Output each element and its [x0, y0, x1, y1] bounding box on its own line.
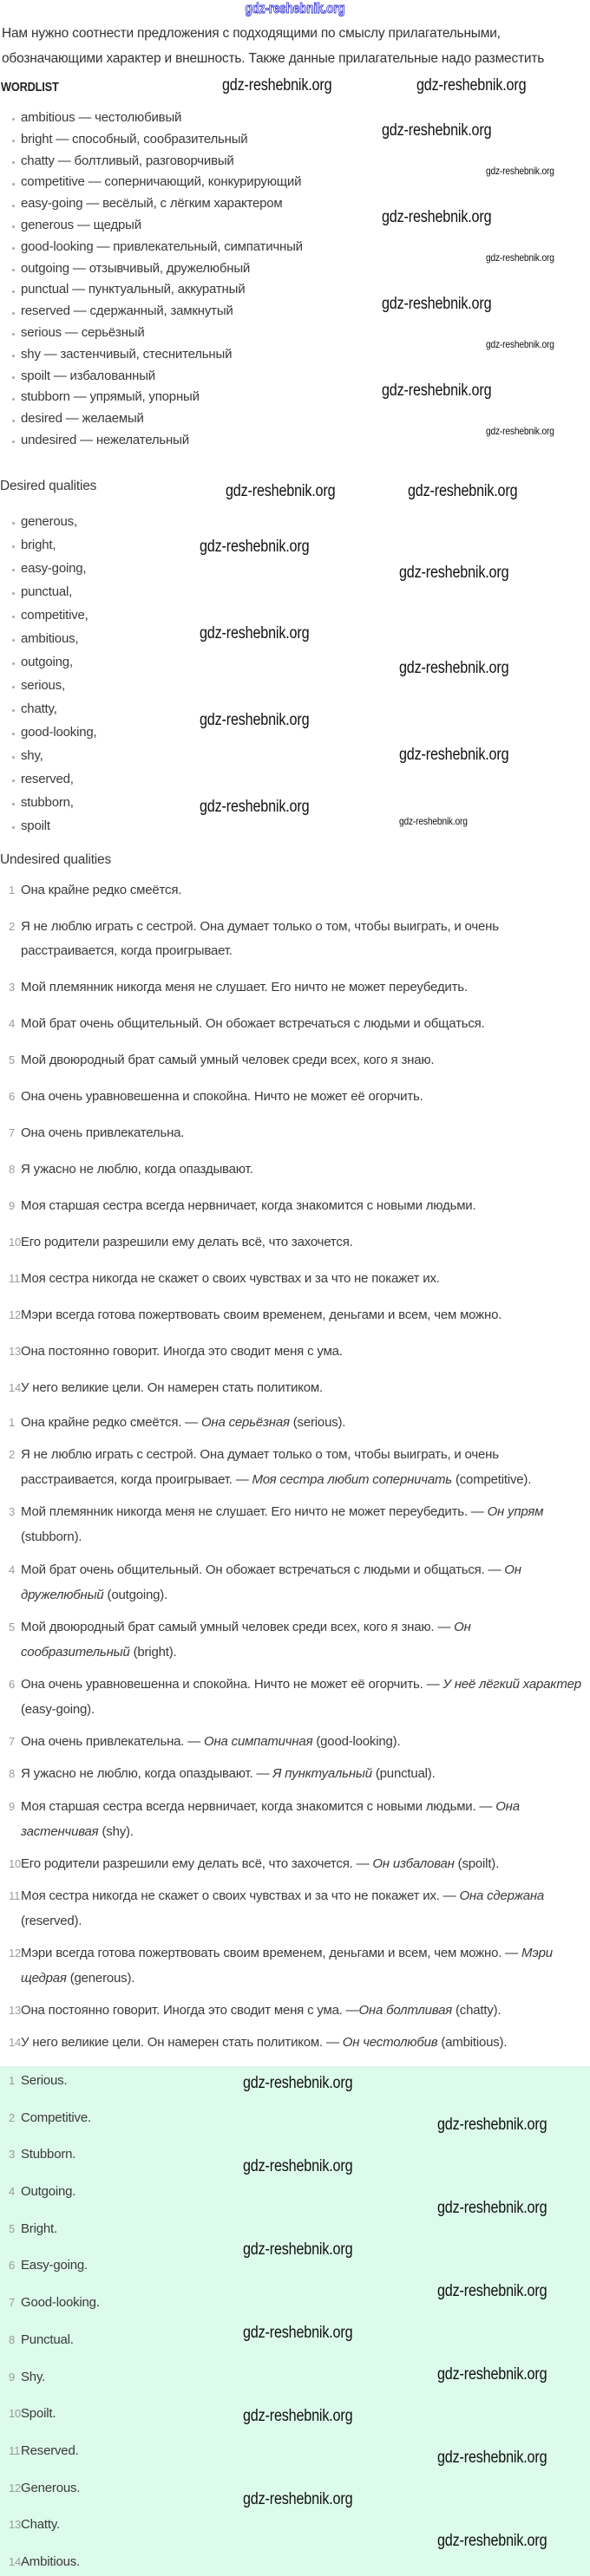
- answer-translation: Моя сестра любит соперничать: [252, 1472, 452, 1488]
- wordlist-item: generous — щедрый: [0, 215, 590, 237]
- short-answer-text: Easy-going.: [21, 2258, 88, 2273]
- answer-adjective: (generous).: [66, 1971, 135, 1986]
- sentence-item: [0, 1230, 590, 1255]
- answer-adjective: (competitive).: [451, 1472, 532, 1488]
- answer-translation: Мэри щедрая: [21, 1946, 553, 1986]
- desired-quality-item: punctual,: [0, 580, 590, 603]
- wordlist-title: WORDLIST: [1, 80, 59, 95]
- item-number: 6: [9, 1677, 16, 1691]
- answer-sentence: Мой двоюродный брат самый умный человек среди всех, кого я знаю. —: [21, 1619, 455, 1634]
- answer-translation: Она серьёзная: [200, 1415, 290, 1430]
- desired-quality-item: competitive,: [0, 603, 590, 627]
- site-watermark-logo: gdz-reshebnik.org: [245, 0, 345, 16]
- wordlist-item: stubborn — упрямый, упорный: [0, 387, 590, 408]
- item-number: 9: [9, 1199, 16, 1212]
- sentence-text: Мой племянник никогда меня не слушает. Его ничто не может переубедить.: [21, 980, 468, 995]
- answer-item: [0, 1557, 590, 1608]
- sentence-text: У него великие цели. Он намерен стать политиком.: [21, 1380, 324, 1395]
- desired-quality-item: chatty,: [0, 697, 590, 721]
- short-answer-text: Bright.: [21, 2221, 57, 2236]
- short-answer-text: Ambitious.: [21, 2553, 81, 2569]
- answers-list: [0, 1410, 590, 2063]
- answer-adjective: (bright).: [129, 1644, 177, 1660]
- answer-translation: Он избалован: [372, 1855, 455, 1871]
- answer-translation: Она застенчивая: [21, 1798, 520, 1839]
- watermark-text: gdz-reshebnik.org: [243, 2074, 353, 2092]
- wordlist: [0, 108, 590, 452]
- watermark-text: gdz-reshebnik.org: [486, 251, 554, 264]
- answer-sentence: Она очень привлекательна. —: [21, 1734, 205, 1750]
- short-answer-item: [0, 2216, 590, 2241]
- item-number: 1: [9, 884, 16, 897]
- desired-qualities-title: Desired qualities: [0, 479, 97, 493]
- answer-item: [0, 1672, 590, 1722]
- item-number: 7: [9, 1126, 16, 1139]
- item-number: 7: [9, 1735, 16, 1749]
- item-number: 14: [9, 2036, 22, 2050]
- item-number: 6: [9, 2259, 16, 2273]
- wordlist-item: easy-going — весёлый, с лёгким характером: [0, 193, 590, 215]
- answer-translation: Он сообразительный: [21, 1619, 471, 1660]
- wordlist-item: shy — застенчивый, стеснительный: [0, 344, 590, 366]
- answer-adjective: (good-looking).: [312, 1734, 401, 1750]
- wordlist-item: spoilt — избалованный: [0, 366, 590, 388]
- item-number: 14: [9, 2554, 22, 2568]
- item-number: 12: [9, 2481, 22, 2494]
- sentence-item: [0, 878, 590, 903]
- intro-text: [2, 21, 590, 71]
- sentence-item: [0, 1158, 590, 1182]
- watermark-text: gdz-reshebnik.org: [200, 711, 310, 729]
- watermark-text: gdz-reshebnik.org: [399, 815, 468, 827]
- desired-quality-item: easy-going,: [0, 557, 590, 580]
- item-number: 8: [9, 1767, 16, 1781]
- watermark-text: gdz-reshebnik.org: [243, 2157, 353, 2175]
- item-number: 12: [9, 1308, 22, 1321]
- sentence-item: [0, 1048, 590, 1073]
- item-number: 10: [9, 1856, 22, 1870]
- short-answer-text: Serious.: [21, 2073, 68, 2088]
- answer-sentence: Моя сестра никогда не скажет о своих чувствах и за что не покажет их. —: [21, 1888, 460, 1903]
- answer-sentence: Мой племянник никогда меня не слушает. Его ничто не может переубедить. —: [21, 1504, 488, 1520]
- watermark-text: gdz-reshebnik.org: [200, 538, 310, 556]
- short-answer-text: Good-looking.: [21, 2295, 100, 2311]
- watermark-text: gdz-reshebnik.org: [486, 425, 554, 437]
- answer-adjective: (punctual).: [371, 1766, 436, 1782]
- answer-item: [0, 2030, 590, 2055]
- answer-item: [0, 1410, 590, 1435]
- wordlist-item: undesired — нежелательный: [0, 430, 590, 452]
- sentence-item: [0, 1085, 590, 1109]
- sentence-item: [0, 1121, 590, 1145]
- answer-sentence: Мэри всегда готова пожертвовать своим временем, деньгами и всем, чем можно. —: [21, 1946, 521, 1961]
- intro-line: Нам нужно соотнести предложения с подходящими по смыслу прилагательными,: [2, 26, 501, 41]
- answer-item: [0, 1883, 590, 1934]
- answer-sentence: Я ужасно не люблю, когда опаздывают. —: [21, 1766, 273, 1782]
- answer-item: [0, 1940, 590, 1991]
- short-answer-text: Reserved.: [21, 2442, 79, 2458]
- watermark-text: gdz-reshebnik.org: [200, 798, 310, 816]
- watermark-text: gdz-reshebnik.org: [382, 382, 492, 400]
- answer-translation: Она симпатичная: [204, 1734, 313, 1750]
- watermark-text: gdz-reshebnik.org: [437, 2449, 547, 2467]
- answer-translation: Он дружелюбный: [21, 1562, 521, 1602]
- item-number: 4: [9, 1017, 16, 1030]
- watermark-text: gdz-reshebnik.org: [437, 2532, 547, 2550]
- item-number: 13: [9, 1345, 22, 1358]
- answer-adjective: (reserved).: [21, 1913, 82, 1928]
- answer-sentence: Она очень уравновешенна и спокойна. Ничто не может её огорчить. —: [21, 1676, 443, 1692]
- desired-quality-item: shy,: [0, 744, 590, 767]
- watermark-text: gdz-reshebnik.org: [243, 2490, 353, 2508]
- item-number: 3: [9, 1505, 16, 1519]
- answer-adjective: (shy).: [98, 1823, 134, 1839]
- sentence-text: Я ужасно не люблю, когда опаздывают.: [21, 1162, 253, 1177]
- short-answer-text: Chatty.: [21, 2517, 61, 2533]
- sentence-item: [0, 915, 590, 963]
- answer-item: [0, 1499, 590, 1549]
- watermark-text: gdz-reshebnik.org: [382, 208, 492, 226]
- watermark-text: gdz-reshebnik.org: [243, 2324, 353, 2342]
- answer-adjective: (outgoing).: [103, 1587, 168, 1602]
- answer-item: [0, 1761, 590, 1786]
- wordlist-item: chatty — болтливый, разговорчивый: [0, 151, 590, 173]
- wordlist-item: good-looking — привлекательный, симпатичный: [0, 237, 590, 258]
- desired-quality-item: bright,: [0, 533, 590, 557]
- item-number: 9: [9, 2370, 16, 2384]
- sentence-item: [0, 1012, 590, 1036]
- item-number: 8: [9, 1163, 16, 1176]
- item-number: 3: [9, 981, 16, 994]
- item-number: 11: [9, 1888, 21, 1902]
- answer-translation: Он честолюбив: [342, 2035, 438, 2051]
- wordlist-item: bright — способный, сообразительный: [0, 129, 590, 151]
- answer-item: [0, 1729, 590, 1754]
- desired-quality-item: generous,: [0, 510, 590, 533]
- item-number: 4: [9, 1562, 16, 1576]
- watermark-text: gdz-reshebnik.org: [382, 295, 492, 313]
- sentence-text: Она очень привлекательна.: [21, 1125, 185, 1140]
- watermark-text: gdz-reshebnik.org: [486, 165, 554, 177]
- short-answer-item: [0, 2549, 590, 2574]
- short-answer-text: Spoilt.: [21, 2406, 56, 2422]
- desired-quality-item: ambitious,: [0, 627, 590, 650]
- sentence-text: Мой двоюродный брат самый умный человек среди всех, кого я знаю.: [21, 1053, 435, 1067]
- short-answer-text: Punctual.: [21, 2331, 74, 2347]
- watermark-text: gdz-reshebnik.org: [437, 2282, 547, 2300]
- intro-line: обозначающими характер и внешность. Также данные прилагательные надо разместить: [2, 51, 545, 66]
- short-answer-text: Shy.: [21, 2369, 46, 2384]
- sentence-text: Моя старшая сестра всегда нервничает, когда знакомится с новыми людьми.: [21, 1198, 476, 1213]
- answer-item: [0, 1851, 590, 1876]
- item-number: 5: [9, 1053, 16, 1066]
- watermark-text: gdz-reshebnik.org: [437, 2116, 547, 2134]
- watermark-text: gdz-reshebnik.org: [243, 2407, 353, 2425]
- sentences-list: [0, 878, 590, 1412]
- item-number: 5: [9, 2221, 16, 2235]
- sentence-text: Я не люблю играть с сестрой. Она думает только о том, чтобы выиграть, и очень расстраивается, когда проигрывает.: [21, 919, 499, 958]
- answer-sentence: Его родители разрешили ему делать всё, что захочется. —: [21, 1855, 373, 1871]
- answer-sentence: Я не люблю играть с сестрой. Она думает только о том, чтобы выиграть, и очень расстраивается, когда проигрывает. —: [21, 1447, 499, 1488]
- answer-translation: Он упрям: [487, 1504, 544, 1520]
- answer-sentence: Она крайне редко смеётся. —: [21, 1415, 201, 1430]
- short-answer-text: Competitive.: [21, 2110, 91, 2125]
- desired-quality-item: serious,: [0, 674, 590, 697]
- answer-translation: Она болтливая: [358, 2003, 453, 2018]
- item-number: 13: [9, 2518, 22, 2532]
- answer-item: [0, 1794, 590, 1844]
- sentence-item: [0, 1303, 590, 1327]
- wordlist-item: desired — желаемый: [0, 408, 590, 430]
- short-answer-text: Stubborn.: [21, 2147, 76, 2162]
- sentence-text: Она постоянно говорит. Иногда это сводит меня с ума.: [21, 1344, 343, 1359]
- desired-quality-item: reserved,: [0, 767, 590, 791]
- watermark-text: gdz-reshebnik.org: [437, 2365, 547, 2384]
- sentence-text: Она очень уравновешенна и спокойна. Ничто не может её огорчить.: [21, 1089, 423, 1104]
- item-number: 14: [9, 1381, 22, 1394]
- answer-item: [0, 1614, 590, 1665]
- item-number: 6: [9, 1090, 16, 1103]
- wordlist-item: punctual — пунктуальный, аккуратный: [0, 279, 590, 301]
- item-number: 5: [9, 1620, 16, 1634]
- answer-translation: Я пунктуальный: [272, 1766, 372, 1782]
- sentence-item: [0, 1194, 590, 1218]
- item-number: 7: [9, 2296, 16, 2310]
- sentence-item: [0, 975, 590, 1000]
- item-number: 10: [9, 1236, 22, 1249]
- sentence-text: Его родители разрешили ему делать всё, что захочется.: [21, 1235, 353, 1249]
- watermark-text: gdz-reshebnik.org: [486, 338, 554, 350]
- watermark-text: gdz-reshebnik.org: [437, 2199, 547, 2217]
- short-answer-text: Outgoing.: [21, 2184, 76, 2200]
- wordlist-item: serious — серьёзный: [0, 323, 590, 344]
- item-number: 3: [9, 2148, 16, 2162]
- wordlist-item: outgoing — отзывчивый, дружелюбный: [0, 258, 590, 280]
- answer-adjective: (chatty).: [452, 2003, 502, 2018]
- desired-quality-item: outgoing,: [0, 650, 590, 674]
- item-number: 1: [9, 2074, 16, 2087]
- sentence-item: [0, 1340, 590, 1364]
- answer-translation: У неё лёгкий характер: [442, 1676, 581, 1692]
- watermark-text: gdz-reshebnik.org: [408, 482, 518, 500]
- watermark-text: gdz-reshebnik.org: [226, 482, 336, 500]
- answer-sentence: Моя старшая сестра всегда нервничает, когда знакомится с новыми людьми. —: [21, 1798, 496, 1814]
- item-number: 11: [9, 2443, 21, 2457]
- answer-sentence: Она постоянно говорит. Иногда это сводит меня с ума. —: [21, 2003, 359, 2018]
- answer-adjective: (ambitious).: [437, 2035, 508, 2051]
- answer-sentence: Мой брат очень общительный. Он обожает встречаться с людьми и общаться. —: [21, 1562, 505, 1577]
- watermark-text: gdz-reshebnik.org: [200, 624, 310, 642]
- desired-quality-item: spoilt: [0, 814, 590, 838]
- answer-item: [0, 1998, 590, 2023]
- sentence-text: Моя сестра никогда не скажет о своих чувствах и за что не покажет их.: [21, 1271, 440, 1286]
- item-number: 12: [9, 1947, 22, 1960]
- item-number: 1: [9, 1416, 16, 1429]
- answer-sentence: У него великие цели. Он намерен стать политиком. —: [21, 2035, 343, 2051]
- item-number: 11: [9, 1272, 21, 1285]
- undesired-qualities-title: Undesired qualities: [0, 852, 112, 867]
- wordlist-item: ambitious — честолюбивый: [0, 108, 590, 129]
- sentence-item: [0, 1267, 590, 1291]
- watermark-text: gdz-reshebnik.org: [222, 76, 332, 95]
- watermark-text: gdz-reshebnik.org: [399, 746, 509, 764]
- item-number: 4: [9, 2185, 16, 2199]
- item-number: 13: [9, 2004, 22, 2018]
- answer-item: [0, 1442, 590, 1492]
- short-answer-text: Generous.: [21, 2480, 81, 2495]
- item-number: 2: [9, 920, 16, 933]
- sentence-item: [0, 1376, 590, 1400]
- item-number: 2: [9, 2110, 16, 2124]
- watermark-text: gdz-reshebnik.org: [382, 121, 492, 140]
- watermark-text: gdz-reshebnik.org: [416, 76, 527, 95]
- sentence-text: Мой брат очень общительный. Он обожает встречаться с людьми и общаться.: [21, 1016, 485, 1031]
- answer-adjective: (spoilt).: [454, 1855, 500, 1871]
- answer-adjective: (easy-going).: [21, 1701, 95, 1717]
- sentence-text: Мэри всегда готова пожертвовать своим временем, деньгами и всем, чем можно.: [21, 1308, 502, 1322]
- watermark-text: gdz-reshebnik.org: [399, 564, 509, 582]
- watermark-text: gdz-reshebnik.org: [243, 2240, 353, 2259]
- answer-translation: Она сдержана: [459, 1888, 545, 1903]
- answer-adjective: (stubborn).: [21, 1529, 82, 1545]
- item-number: 9: [9, 1799, 16, 1813]
- item-number: 2: [9, 1448, 16, 1462]
- item-number: 10: [9, 2407, 22, 2421]
- desired-quality-item: good-looking,: [0, 721, 590, 744]
- wordlist-item: reserved — сдержанный, замкнутый: [0, 301, 590, 323]
- answer-adjective: (serious).: [289, 1415, 346, 1430]
- desired-quality-item: stubborn,: [0, 791, 590, 814]
- item-number: 8: [9, 2332, 16, 2346]
- sentence-text: Она крайне редко смеётся.: [21, 883, 182, 897]
- watermark-text: gdz-reshebnik.org: [399, 659, 509, 677]
- wordlist-item: competitive — соперничающий, конкурирующий: [0, 172, 590, 193]
